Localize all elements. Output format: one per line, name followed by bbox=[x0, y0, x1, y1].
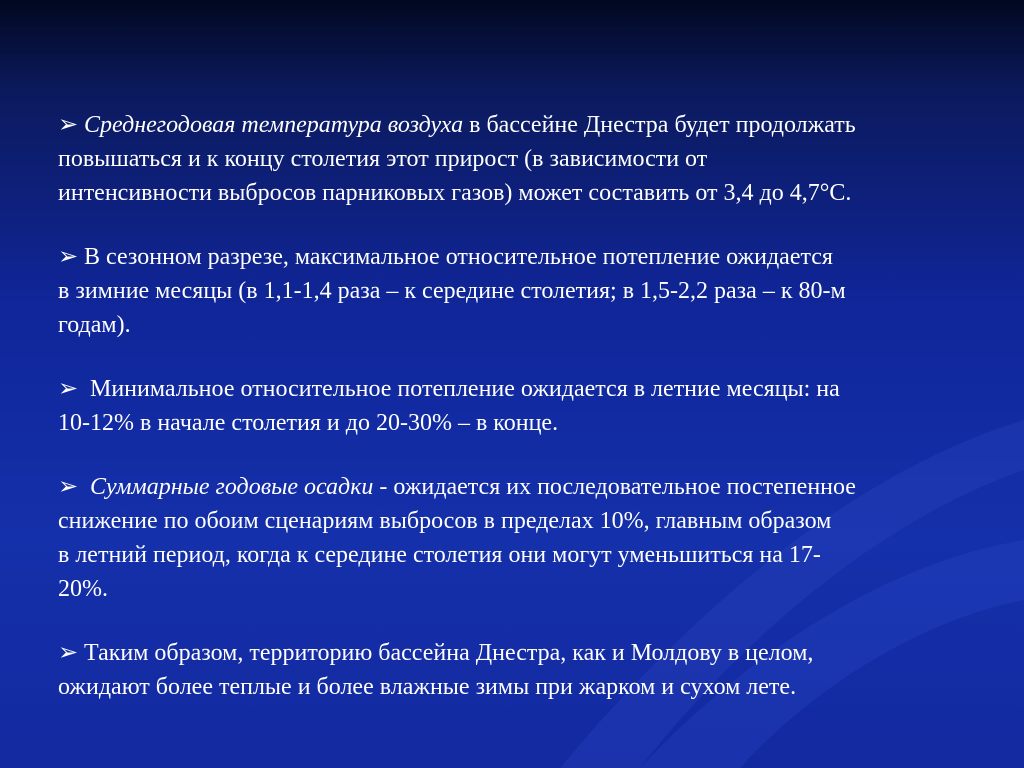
bullet-line: 10-12% в начале столетия и до 20-30% – в конце. bbox=[58, 410, 559, 436]
bullet-line: снижение по обоим сценариям выбросов в пределах 10%, главным образом bbox=[58, 508, 832, 534]
arrow-bullet-icon: ➢ bbox=[58, 244, 79, 270]
bullet-italic-term: Среднегодовая температура воздуха bbox=[84, 112, 464, 138]
bullet-line: годам). bbox=[58, 312, 131, 338]
bullet-line: 20%. bbox=[58, 576, 108, 602]
bullet-line: в бассейне Днестра будет продолжать bbox=[463, 112, 856, 138]
bullet-minimal-warming bbox=[58, 372, 978, 440]
bullet-line: ожидают более теплые и более влажные зимы при жарком и сухом лете. bbox=[58, 674, 797, 700]
bullet-line: в летний период, когда к середине столетия они могут уменьшиться на 17- bbox=[58, 542, 821, 568]
bullet-line: - ожидается их последовательное постепенное bbox=[373, 474, 856, 500]
arrow-bullet-icon: ➢ bbox=[58, 376, 79, 402]
bullet-line: в зимние месяцы (в 1,1-1,4 раза – к середине столетия; в 1,5-2,2 раза – к 80-м bbox=[58, 278, 846, 304]
bullet-line: Таким образом, территорию бассейна Днестра, как и Молдову в целом, bbox=[84, 640, 814, 666]
bullet-line: В сезонном разрезе, максимальное относительное потепление ожидается bbox=[84, 244, 833, 270]
bullet-line: Минимальное относительное потепление ожидается в летние месяцы: на bbox=[84, 376, 840, 402]
bullet-conclusion bbox=[58, 636, 978, 704]
bullet-line: повышаться и к концу столетия этот прирост (в зависимости от bbox=[58, 146, 708, 172]
bullet-seasonal-warming bbox=[58, 240, 978, 342]
bullet-air-temperature bbox=[58, 108, 978, 210]
bullet-precipitation bbox=[58, 470, 978, 606]
slide-content bbox=[58, 108, 978, 704]
arrow-bullet-icon: ➢ bbox=[58, 640, 79, 666]
arrow-bullet-icon: ➢ bbox=[58, 474, 79, 500]
arrow-bullet-icon: ➢ bbox=[58, 112, 79, 138]
bullet-italic-term: Суммарные годовые осадки bbox=[84, 474, 374, 500]
bullet-line: интенсивности выбросов парниковых газов) может составить от 3,4 до 4,7°С. bbox=[58, 180, 852, 206]
